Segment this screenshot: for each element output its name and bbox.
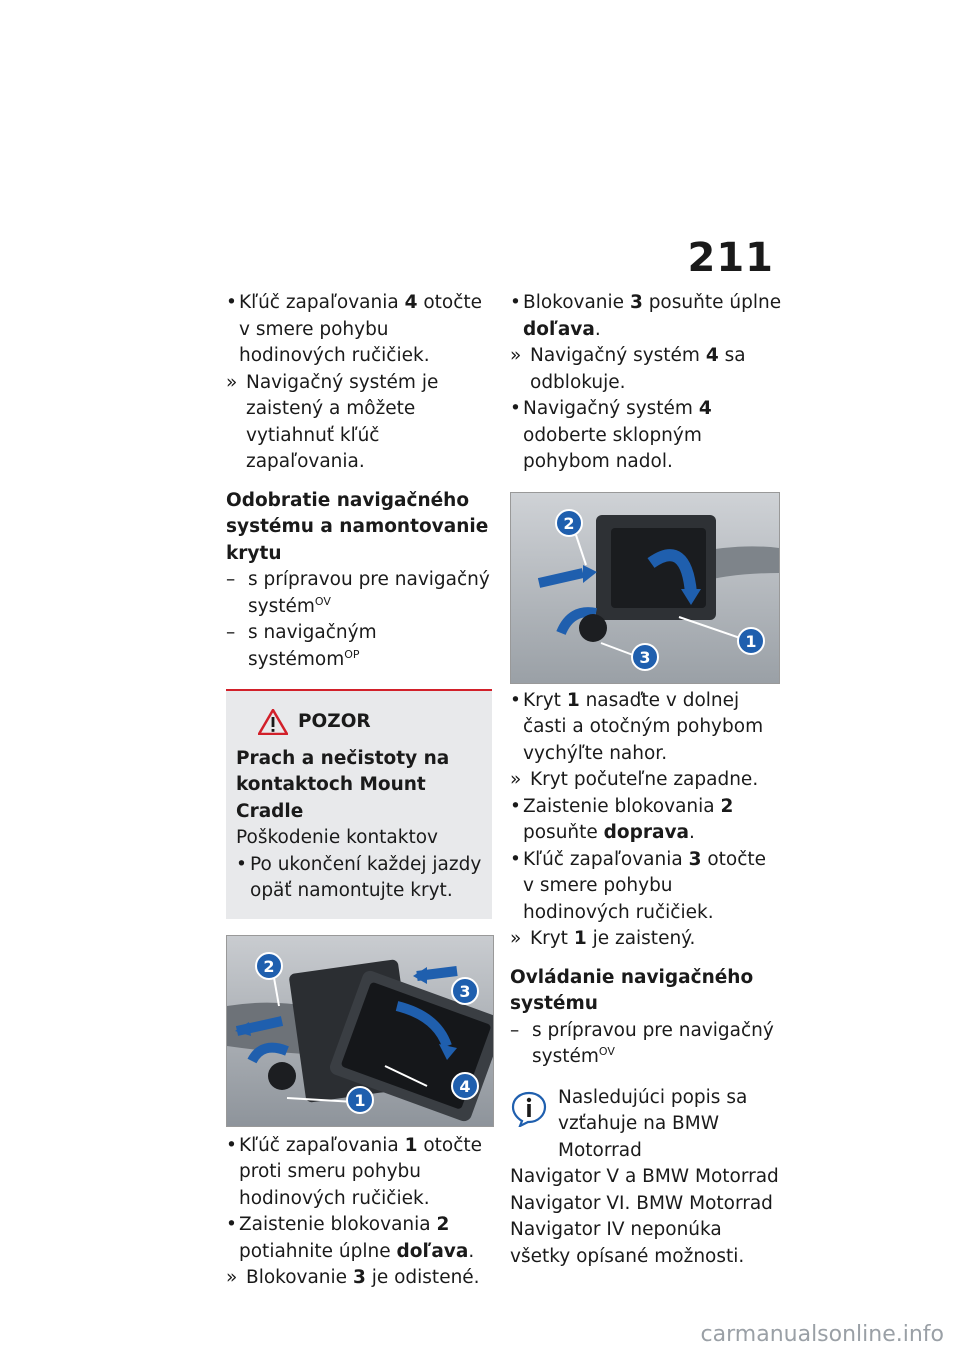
warning-triangle-icon: [258, 709, 288, 735]
page-number: 211: [687, 235, 774, 281]
svg-text:3: 3: [639, 647, 651, 667]
info-text-lead: Nasledujúci popis sa vzťahuje na BMW Motorrad: [558, 1086, 748, 1161]
section-heading: Ovládanie navigačného systému: [510, 966, 754, 1014]
warning-action: • Po ukončení každej jazdy opäť namontujte kryt.: [236, 853, 482, 901]
list-item: • Kľúč zapaľovania 4 otočte v smere pohybu hodinových ručičiek.: [226, 292, 483, 366]
left-column: [226, 290, 492, 1292]
svg-text:4: 4: [459, 1076, 471, 1096]
callout-4: [452, 1073, 478, 1099]
condition-item: – s navigačným systémom$^{OP}$: [226, 622, 377, 670]
figure-remove-navigator: [226, 935, 494, 1127]
info-icon: [510, 1091, 548, 1127]
list-item: • Navigačný systém 4 odoberte sklopným pohybom nadol.: [510, 398, 712, 472]
navigator-mount-illustration: [227, 936, 493, 1126]
warning-box: [226, 691, 492, 919]
callout-2: [556, 510, 582, 536]
list-item: • Kľúč zapaľovania 1 otočte proti smeru pohybu hodinových ručičiek.: [226, 1134, 483, 1209]
warning-consequence: Poškodenie kontaktov: [236, 827, 439, 848]
result-item: » Kryt 1 je zaistený.: [510, 928, 696, 949]
info-text: Navigator V a BMW Motorrad Navigator VI. BMW Motorrad Navigator IV neponúka všetky opísané možnosti.: [510, 1166, 779, 1267]
warning-title: POZOR: [258, 709, 484, 736]
right-column: [510, 290, 782, 1270]
svg-text:2: 2: [563, 513, 575, 533]
condition-item: – s prípravou pre navigačný systém$^{OV}$: [510, 1019, 774, 1067]
result-item: » Blokovanie 3 je odistené.: [226, 1267, 480, 1288]
info-note: [510, 1085, 782, 1271]
callout-1: [347, 1087, 373, 1113]
list-item: • Zaistenie blokovania 2 posuňte doprava.: [510, 795, 734, 843]
section-heading: Odobratie navigačného systému a namontovanie krytu: [226, 489, 489, 564]
figure-mount-cover: [510, 492, 780, 684]
result-item: » Kryt počuteľne zapadne.: [510, 769, 759, 790]
footer-watermark-url: carmanualsonline.info: [700, 1322, 944, 1347]
svg-text:2: 2: [263, 956, 275, 976]
callout-2: [256, 953, 282, 979]
svg-text:1: 1: [354, 1090, 366, 1110]
callout-3: [452, 978, 478, 1004]
callout-3: [632, 644, 658, 670]
svg-text:3: 3: [459, 981, 471, 1001]
warning-heading: Prach a nečistoty na kontaktoch Mount Cradle: [236, 747, 450, 822]
callout-1: [738, 628, 764, 654]
list-item: • Zaistenie blokovania 2 potiahnite úplne doľava.: [226, 1214, 475, 1262]
svg-text:1: 1: [745, 631, 757, 651]
result-item: » Navigačný systém 4 sa odblokuje.: [510, 345, 746, 393]
list-item: • Blokovanie 3 posuňte úplne doľava.: [510, 292, 782, 340]
condition-item: – s prípravou pre navigačný systém$^{OV}$: [226, 569, 490, 617]
cover-mount-illustration: [511, 493, 779, 683]
list-item: • Kryt 1 nasaďte v dolnej časti a otočným pohybom vychýľte nahor.: [510, 689, 764, 764]
list-item: • Kľúč zapaľovania 3 otočte v smere pohybu hodinových ručičiek.: [510, 848, 767, 923]
result-item: » Navigačný systém je zaistený a môžete vytiahnuť kľúč zapaľovania.: [226, 371, 439, 472]
